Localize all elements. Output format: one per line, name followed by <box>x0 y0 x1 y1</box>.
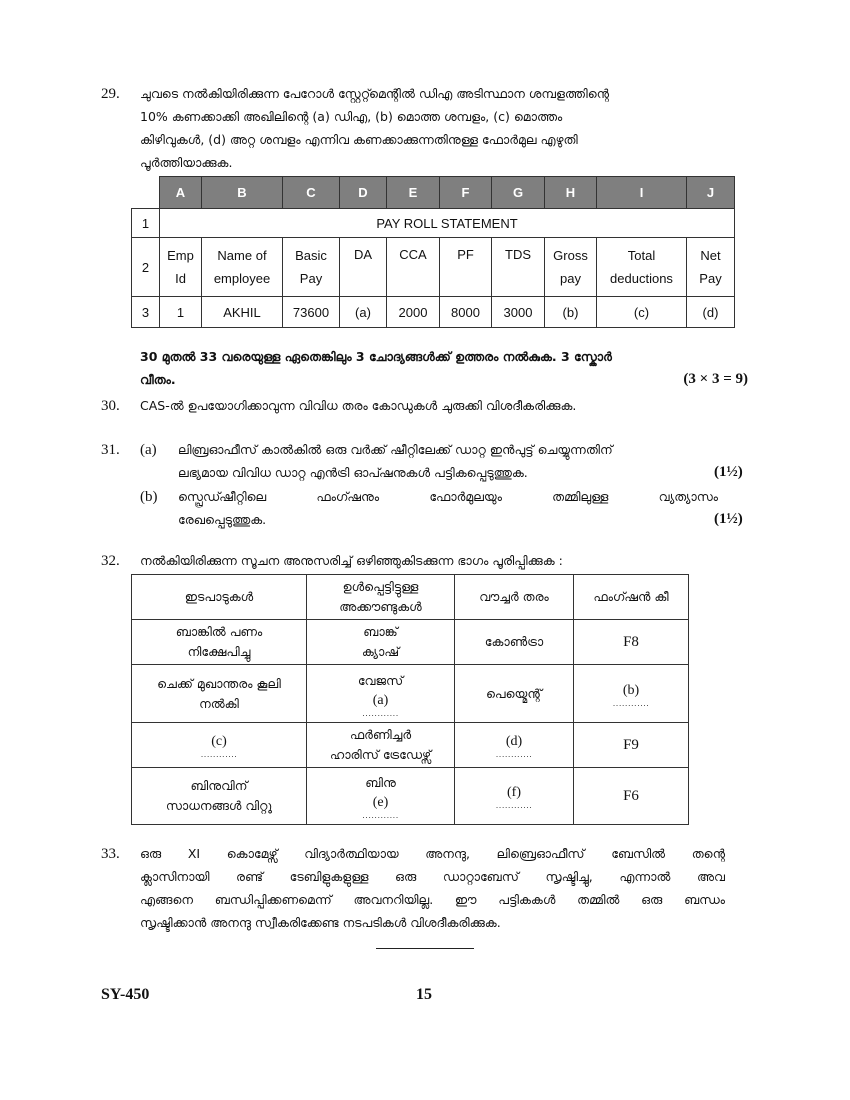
header-cell <box>440 238 492 297</box>
header-line: Gross <box>553 248 588 263</box>
header-line: CCA <box>399 247 427 262</box>
voucher-row <box>132 723 689 768</box>
accounts-cell <box>307 723 455 768</box>
header-line: Basic <box>295 248 327 263</box>
q33-number: 33. <box>101 846 120 862</box>
section-instruction <box>140 345 748 391</box>
col-letter: A <box>160 177 202 209</box>
q32-text: നൽകിയിരിക്കുന്ന സൂചന അനുസരിച്ച് ഒഴിഞ്ഞുകിടക്കുന്ന ഭാഗം പൂരിപ്പിക്കുക : <box>140 553 563 568</box>
data-cell: (b) <box>545 297 597 328</box>
blank-d: (d) <box>505 734 523 749</box>
transaction-line: നിക്ഷേപിച്ചു <box>187 644 251 659</box>
header-accounts-line: അക്കൗണ്ടുകൾ <box>339 599 422 614</box>
blank-dots: ............ <box>612 698 650 708</box>
transaction-cell <box>132 768 307 825</box>
header-cell <box>387 238 440 297</box>
transaction-cell <box>132 665 307 723</box>
function-key-cell: F8 <box>574 620 689 665</box>
header-line: Pay <box>699 271 722 286</box>
q31-b-marks: (1½) <box>714 511 743 527</box>
header-line: pay <box>560 271 581 286</box>
function-key-cell <box>574 665 689 723</box>
section-marks: (3 × 3 = 9) <box>683 371 748 387</box>
data-cell: 73600 <box>283 297 340 328</box>
blank-f: (f) <box>507 785 521 800</box>
voucher-row <box>132 768 689 825</box>
header-line: Emp <box>167 248 194 263</box>
q31-a-text <box>178 438 748 484</box>
blank-dots: ............ <box>362 708 399 718</box>
data-cell: 1 <box>160 297 202 328</box>
account-line: ബിനു <box>365 775 396 790</box>
q29-text <box>140 82 725 174</box>
header-function-key: ഫംഗ്ഷൻ കീ <box>574 575 689 620</box>
data-cell: 2000 <box>387 297 440 328</box>
column-letter-row <box>132 177 735 209</box>
q31-b-label: (b) <box>140 489 158 505</box>
header-cell <box>687 238 735 297</box>
col-letter: C <box>283 177 340 209</box>
q31-number: 31. <box>101 442 120 458</box>
row-number: 1 <box>132 209 160 238</box>
transaction-line: ബിനുവിന് <box>190 778 248 793</box>
row-number: 2 <box>132 238 160 297</box>
header-transactions: ഇടപാടുകൾ <box>132 575 307 620</box>
header-cell <box>202 238 283 297</box>
col-letter: D <box>340 177 387 209</box>
sheet-row-1 <box>132 209 735 238</box>
transaction-cell <box>132 620 307 665</box>
q29-line: 10% കണക്കാക്കി അഖിലിന്റെ (a) ഡിഎ, (b) മൊത്ത ശമ്പളം, (c) മൊത്തം <box>140 109 563 124</box>
accounts-cell <box>307 665 455 723</box>
voucher-row <box>132 620 689 665</box>
data-cell: AKHIL <box>202 297 283 328</box>
header-line: employee <box>213 271 271 286</box>
header-cell <box>160 238 202 297</box>
account-line: ഹാരിസ് ട്രേഡേഴ്സ് <box>329 747 432 762</box>
accounts-cell <box>307 768 455 825</box>
payroll-title-cell: PAY ROLL STATEMENT <box>160 209 735 238</box>
payroll-spreadsheet <box>131 176 735 328</box>
accounts-cell <box>307 620 455 665</box>
q32-number: 32. <box>101 553 120 569</box>
sheet-row-3 <box>132 297 735 328</box>
account-line: ബാങ്ക് <box>363 624 398 639</box>
page-number: 15 <box>416 986 432 1003</box>
q29-line: പൂർത്തിയാക്കുക. <box>140 155 233 170</box>
transaction-line: സാധനങ്ങൾ വിറ്റു <box>165 798 273 813</box>
q29-line: കിഴിവുകൾ, (d) അറ്റ ശമ്പളം എന്നിവ കണക്കാക്കുന്നതിനുള്ള ഫോർമുല എഴുതി <box>140 132 578 147</box>
function-key-cell: F6 <box>574 768 689 825</box>
header-line: Name of <box>217 248 267 263</box>
q33-line: ഒരു XI കൊമേഴ്സ് വിദ്യാർത്ഥിയായ അനന്ദു, ലിബ്രെഓഫീസ് ബേസിൽ തന്റെ <box>140 846 725 861</box>
q31-b-line: സ്പ്രെഡ്ഷീറ്റിലെ ഫംഗ്ഷനും ഫോർമുലയും തമ്മിലുള്ള വ്യത്യാസം <box>178 489 718 504</box>
header-cell <box>283 238 340 297</box>
transaction-line: ചെക്ക് മുഖാന്തരം കൂലി <box>157 675 281 691</box>
header-voucher-type: വൗച്ചർ തരം <box>455 575 574 620</box>
header-line: Id <box>175 271 186 286</box>
blank-dots: ............ <box>362 811 399 820</box>
header-cell <box>597 238 687 297</box>
col-letter: E <box>387 177 440 209</box>
section-line <box>140 368 748 391</box>
q31-a-line: ലഭ്യമായ വിവിധ ഡാറ്റ എൻട്രി ഓപ്ഷനുകൾ പട്ടികപ്പെടുത്തുക. <box>178 465 528 480</box>
header-cell <box>340 238 387 297</box>
data-cell: (d) <box>687 297 735 328</box>
transaction-line: നൽകി <box>199 695 239 711</box>
paper-code: SY-450 <box>101 986 150 1003</box>
data-cell: (c) <box>597 297 687 328</box>
section-line: 30 മുതൽ 33 വരെയുള്ള ഏതെങ്കിലും 3 ചോദ്യങ്ങൾക്ക് ഉത്തരം നൽകുക. 3 സ്കോർ <box>140 349 612 364</box>
sheet-row-2 <box>132 238 735 297</box>
sheet-corner <box>132 177 160 209</box>
header-line: Total <box>627 248 656 263</box>
col-letter: I <box>597 177 687 209</box>
col-letter: G <box>492 177 545 209</box>
q29-number: 29. <box>101 86 120 102</box>
header-line: deductions <box>610 271 673 286</box>
header-accounts-line: ഉൾപ്പെട്ടിട്ടുള്ള <box>342 579 419 594</box>
q30-number: 30. <box>101 398 120 414</box>
q33-line: ക്ലാസിനായി രണ്ട് ടേബിളുകളുള്ള ഒരു ഡാറ്റാബേസ് സൃഷ്ടിച്ചു, എന്നാൽ അവ <box>140 869 725 884</box>
function-key-cell: F9 <box>574 723 689 768</box>
blank-dots: ............ <box>495 801 533 810</box>
q33-line: സൃഷ്ടിക്കാൻ അനന്ദു സ്വീകരിക്കേണ്ട നടപടികൾ വിശദീകരിക്കുക. <box>140 915 501 930</box>
account-line: ക്യാഷ് <box>361 644 400 659</box>
col-letter: F <box>440 177 492 209</box>
col-letter: J <box>687 177 735 209</box>
data-cell: (a) <box>340 297 387 328</box>
data-cell: 3000 <box>492 297 545 328</box>
row-number: 3 <box>132 297 160 328</box>
voucher-table <box>131 574 689 825</box>
col-letter: H <box>545 177 597 209</box>
q33-text <box>140 842 725 934</box>
voucher-type-cell: പെയ്മെന്റ് <box>455 665 574 723</box>
q33-line: എങ്ങനെ ബന്ധിപ്പിക്കണമെന്ന് അവനറിയില്ല. ഈ പട്ടികകൾ തമ്മിൽ ഒരു ബന്ധം <box>140 892 725 907</box>
voucher-type-cell <box>455 768 574 825</box>
voucher-type-cell <box>455 723 574 768</box>
section-line-2: വീതം. <box>140 372 176 387</box>
account-line: വേജസ് <box>357 672 404 688</box>
voucher-row <box>132 665 689 723</box>
header-line: DA <box>353 247 373 262</box>
header-line: Pay <box>299 271 323 286</box>
q31-b-line: രേഖപ്പെടുത്തുക. <box>178 512 267 527</box>
header-cell <box>545 238 597 297</box>
header-line: Net <box>700 248 721 263</box>
q31-a-marks: (1½) <box>714 464 743 480</box>
transaction-cell <box>132 723 307 768</box>
blank-dots: ............ <box>200 750 238 759</box>
col-letter: B <box>202 177 283 209</box>
end-rule <box>376 948 474 949</box>
blank-a: (a) <box>372 692 389 708</box>
blank-c: (c) <box>211 734 227 749</box>
q31-a-label: (a) <box>140 442 157 458</box>
header-line: TDS <box>505 247 531 262</box>
q29-line: ചുവടെ നൽകിയിരിക്കുന്ന പേറോൾ സ്റ്റേറ്റ്മെന്റിൽ ഡിഎ അടിസ്ഥാന ശമ്പളത്തിന്റെ <box>140 86 610 101</box>
account-line: ഫർണിച്ചർ <box>349 727 412 742</box>
blank-dots: ............ <box>495 750 533 759</box>
q31-a-line: ലിബ്രഓഫീസ് കാൽകിൽ ഒരു വർക്ക് ഷീറ്റിലേക്ക് ഡാറ്റ ഇൻപുട്ട് ചെയ്യുന്നതിന് <box>178 442 613 457</box>
header-accounts <box>307 575 455 620</box>
header-line: PF <box>457 247 474 262</box>
voucher-type-cell: കോൺട്രാ <box>455 620 574 665</box>
q31-b-text <box>178 485 718 531</box>
blank-b: (b) <box>622 682 640 698</box>
header-cell <box>492 238 545 297</box>
blank-e: (e) <box>372 795 389 810</box>
voucher-header-row <box>132 575 689 620</box>
q30-text: CAS-ൽ ഉപയോഗിക്കാവുന്ന വിവിധ തരം കോഡുകൾ ചുരുക്കി വിശദീകരിക്കുക. <box>140 398 577 413</box>
transaction-line: ബാങ്കിൽ പണം <box>175 624 263 639</box>
data-cell: 8000 <box>440 297 492 328</box>
